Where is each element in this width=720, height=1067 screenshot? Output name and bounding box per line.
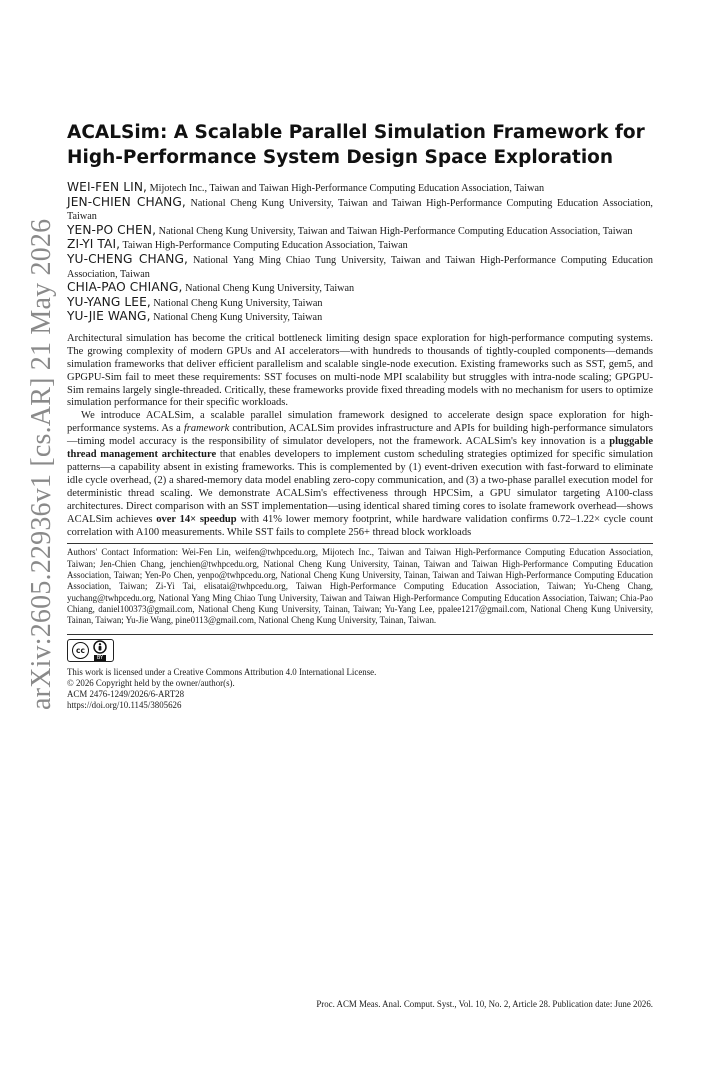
paper-title: ACALSim: A Scalable Parallel Simulation Framework for High-Performance System Design Space Exploration — [67, 122, 645, 168]
author-name: YEN-PO CHEN, — [67, 222, 157, 237]
abstract-paragraph-1: Architectural simulation has become the critical bottleneck limiting design space exploration for high-performance computing systems. The growing complexity of modern GPUs and AI accelerators—with hundreds to thousands of tightly-coupled components—demands simulation frameworks that deliver efficient parallelism and scalable single-node execution. Existing frameworks such as SST, gem5, and GPGPU-Sim fail to meet these requirements: SST focuses on multi-node MPI scalability but struggles with intra-node scaling; GPGPU-Sim remains largely single-threaded. Critically, these frameworks provide fixed threading models with no mechanism for users to optimize simulation performance for their specific workloads. — [67, 332, 653, 409]
author-entry — [67, 296, 653, 311]
abstract-text: that enables developers to implement custom scheduling strategies optimized for specific simulation patterns—a capability absent in existing frameworks. This is complemented by (1) event-driven execution with fast-forward to eliminate idle cycle overhead, (2) a shared-memory data model enabling zero-copy communication, and (3) a two-phase parallel execution model for deterministic thread scaling. We demonstrate ACALSim's effectiveness through HPCSim, a GPU simulator targeting A100-class architectures. Direct comparison with an SST implementation—using identical shared timing cores to isolate framework overhead—shows ACALSim achieves — [67, 449, 653, 525]
license-block — [67, 667, 653, 712]
author-affiliation: National Cheng Kung University, Taiwan — [153, 312, 323, 324]
author-affiliation: Taiwan High-Performance Computing Education Association, Taiwan — [122, 240, 408, 252]
person-icon — [93, 640, 107, 654]
author-name: YU-CHENG CHANG, — [67, 251, 188, 266]
author-entry — [67, 238, 653, 253]
arxiv-stamp: arXiv:2605.22936v1 [cs.AR] 21 May 2026 — [26, 218, 57, 710]
doi-link[interactable]: https://doi.org/10.1145/3805626 — [67, 700, 182, 711]
author-list — [67, 181, 653, 325]
author-name: CHIA-PAO CHIANG, — [67, 280, 183, 295]
cc-by-badge[interactable] — [67, 639, 114, 662]
emphasis-text: framework — [183, 423, 230, 435]
by-label: BY — [94, 655, 106, 661]
divider — [67, 634, 653, 635]
author-affiliation: National Cheng Kung University, Taiwan and Taiwan High-Performance Computing Education Association, Taiwan — [67, 197, 653, 223]
author-entry — [67, 310, 653, 325]
bold-text: over 14× speedup — [156, 513, 237, 525]
author-entry — [67, 181, 653, 196]
contact-information: Authors' Contact Information: Wei-Fen Lin, weifen@twhpcedu.org, Mijotech Inc., Taiwan and Taiwan High-Performance Computing Education Association, Taiwan; Jen-Chien Chang, jenchien@twhpcedu.org, National Cheng Kung University, Tainan, Taiwan and Taiwan High-Performance Computing Education Association, Taiwan; Yen-Po Chen, yenpo@twhpcedu.org, National Cheng Kung University, Tainan, Taiwan and Taiwan High-Performance Computing Education Association, Taiwan; Zi-Yi Tai, elisatai@twhpcedu.org, Taiwan High-Performance Computing Education Association, Taiwan; Yu-Cheng Chang, yuchang@twhpcedu.org, National Yang Ming Chiao Tung University, Taiwan and Taiwan High-Performance Computing Education Association, Taiwan; Chia-Pao Chiang, daniel100373@gmail.com, National Cheng Kung University, Tainan, Taiwan; Yu-Yang Lee, ppalee1217@gmail.com, National Cheng Kung University, Tainan, Taiwan; Yu-Jie Wang, pine0113@gmail.com, National Cheng Kung University, Tainan, Taiwan. — [67, 543, 653, 626]
abstract-paragraph-2 — [67, 410, 653, 539]
cc-icon: cc — [72, 642, 89, 659]
author-entry — [67, 253, 653, 281]
author-entry — [67, 281, 653, 296]
author-affiliation: National Cheng Kung University, Taiwan and Taiwan High-Performance Computing Education Association, Taiwan — [158, 225, 633, 237]
abstract-text: We introduce ACALSim, a scalable parallel simulation framework designed to accelerate design space exploration for high-performance systems. As a — [67, 410, 653, 435]
author-affiliation: Mijotech Inc., Taiwan and Taiwan High-Performance Computing Education Association, Taiwan — [149, 183, 545, 194]
copyright-line: © 2026 Copyright held by the owner/author(s). — [67, 677, 235, 688]
abstract-text: contribution, ACALSim provides infrastructure and APIs for building high-performance simulators—timing model accuracy is the responsibility of simulator developers, not the framework. ACALSim's key innovation is a — [67, 423, 653, 448]
abstract-text: with 41% lower memory footprint, while hardware validation confirms 0.72–1.22× cycle count correlation with A100 measurements. While SST fails to complete 256+ thread block workloads — [67, 513, 654, 538]
author-affiliation: National Cheng Kung University, Taiwan — [185, 283, 355, 295]
by-icon — [93, 640, 107, 661]
author-entry — [67, 196, 653, 224]
author-name: ZI-YI TAI, — [67, 237, 121, 252]
abstract — [67, 333, 653, 540]
acm-id-line: ACM 2476-1249/2026/6-ART28 — [67, 689, 185, 700]
author-entry — [67, 224, 653, 239]
author-name: JEN-CHIEN CHANG, — [67, 194, 186, 209]
author-affiliation: National Yang Ming Chiao Tung University, Taiwan and Taiwan High-Performance Computing Education Association, Taiwan — [67, 254, 654, 280]
author-name: WEI-FEN LIN, — [67, 180, 148, 194]
bold-text: pluggable thread management architecture — [67, 436, 653, 461]
author-name: YU-JIE WANG, — [67, 309, 151, 324]
author-affiliation: National Cheng Kung University, Taiwan — [153, 297, 323, 309]
paper-page — [67, 120, 653, 712]
page-footer: Proc. ACM Meas. Anal. Comput. Syst., Vol. 10, No. 2, Article 28. Publication date: June 2026. — [316, 999, 653, 1009]
author-name: YU-YANG LEE, — [67, 294, 151, 309]
license-line: This work is licensed under a Creative Commons Attribution 4.0 International License. — [67, 666, 377, 677]
